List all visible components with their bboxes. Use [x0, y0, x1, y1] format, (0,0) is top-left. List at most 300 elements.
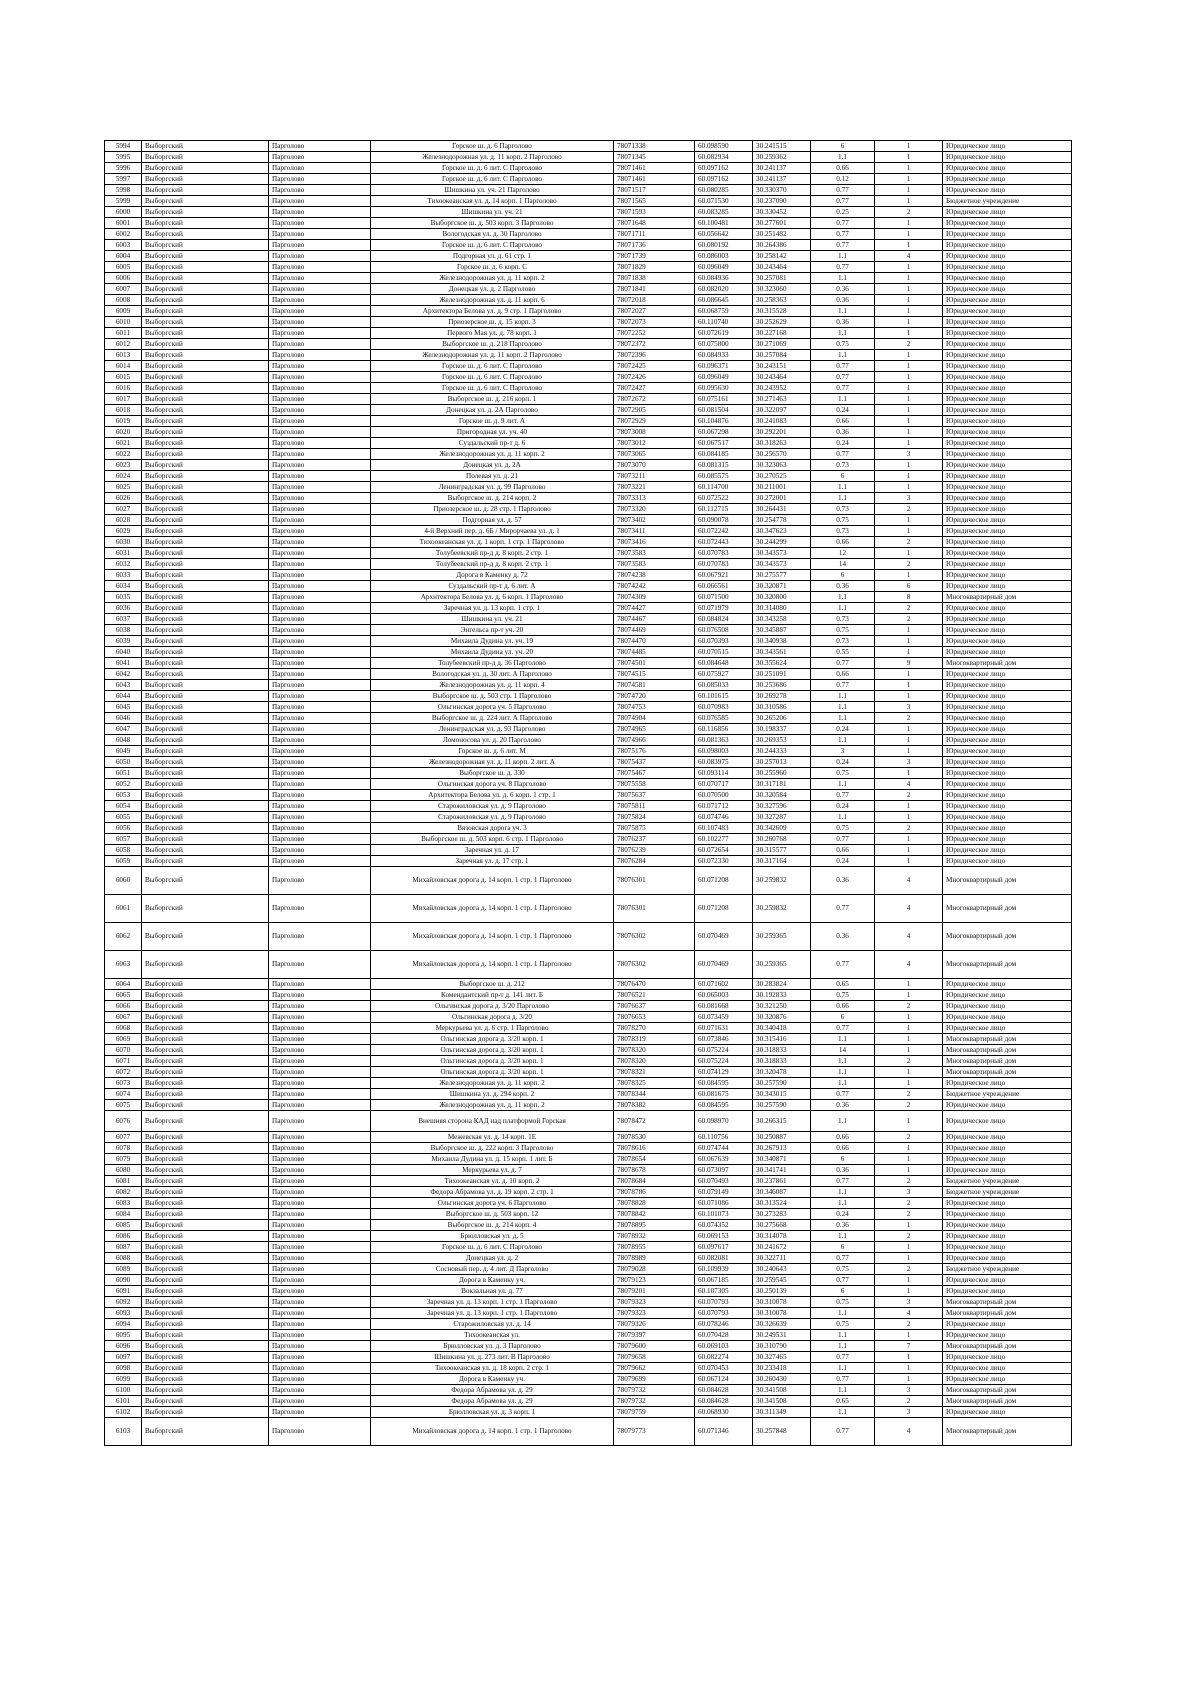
- locality-cell: Парголово: [269, 1198, 371, 1209]
- locality-cell: Парголово: [269, 746, 371, 757]
- longitude-cell: 30.322711: [753, 1253, 811, 1264]
- district-cell: Выборгский: [142, 1001, 269, 1012]
- capacity-cell: 1.1: [811, 306, 875, 317]
- data-table: [104, 140, 1072, 1446]
- longitude-cell: 30.345887: [753, 625, 811, 636]
- address-cell: Выборгское ш. д. 503 стр. 1 Парголово: [371, 691, 614, 702]
- capacity-cell: 0.66: [811, 1143, 875, 1154]
- longitude-cell: 30.240643: [753, 1264, 811, 1275]
- capacity-cell: 0.77: [811, 790, 875, 801]
- district-cell: Выборгский: [142, 1275, 269, 1286]
- owner-type-cell: Юридическое лицо: [943, 768, 1072, 779]
- table-row: [105, 625, 1072, 636]
- longitude-cell: 30.320800: [753, 592, 811, 603]
- row-number-cell: 6007: [105, 284, 142, 295]
- district-cell: Выборгский: [142, 317, 269, 328]
- table-row: [105, 1132, 1072, 1143]
- table-row: [105, 1374, 1072, 1385]
- latitude-cell: 60.081363: [695, 735, 753, 746]
- district-cell: Выборгский: [142, 768, 269, 779]
- count-cell: 2: [875, 559, 943, 570]
- table-row: [105, 196, 1072, 207]
- locality-cell: Парголово: [269, 350, 371, 361]
- locality-cell: Парголово: [269, 1385, 371, 1396]
- address-cell: Меркурьева ул. д. 6 стр. 1 Парголово: [371, 1023, 614, 1034]
- object-id-cell: 78078616: [614, 1143, 695, 1154]
- table-row: [105, 1143, 1072, 1154]
- latitude-cell: 60.084595: [695, 1100, 753, 1111]
- locality-cell: Парголово: [269, 438, 371, 449]
- count-cell: 3: [875, 1385, 943, 1396]
- table-row: [105, 317, 1072, 328]
- object-id-cell: 78074309: [614, 592, 695, 603]
- count-cell: 1: [875, 1363, 943, 1374]
- row-number-cell: 6011: [105, 328, 142, 339]
- district-cell: Выборгский: [142, 691, 269, 702]
- district-cell: Выборгский: [142, 394, 269, 405]
- owner-type-cell: Юридическое лицо: [943, 1012, 1072, 1023]
- object-id-cell: 78071829: [614, 262, 695, 273]
- address-cell: Ломоносова ул. д. 20 Парголово: [371, 735, 614, 746]
- count-cell: 1: [875, 438, 943, 449]
- latitude-cell: 60.084824: [695, 614, 753, 625]
- owner-type-cell: Многоквартирный дом: [943, 1341, 1072, 1352]
- object-id-cell: 78071461: [614, 163, 695, 174]
- object-id-cell: 78074501: [614, 658, 695, 669]
- latitude-cell: 60.072242: [695, 526, 753, 537]
- longitude-cell: 30.310790: [753, 1341, 811, 1352]
- row-number-cell: 6027: [105, 504, 142, 515]
- locality-cell: Парголово: [269, 1330, 371, 1341]
- count-cell: 1: [875, 273, 943, 284]
- row-number-cell: 6004: [105, 251, 142, 262]
- owner-type-cell: Многоквартирный дом: [943, 1056, 1072, 1067]
- owner-type-cell: Юридическое лицо: [943, 559, 1072, 570]
- latitude-cell: 60.090078: [695, 515, 753, 526]
- row-number-cell: 6098: [105, 1363, 142, 1374]
- capacity-cell: 1.1: [811, 603, 875, 614]
- owner-type-cell: Юридическое лицо: [943, 680, 1072, 691]
- count-cell: 6: [875, 581, 943, 592]
- longitude-cell: 30.322097: [753, 405, 811, 416]
- address-cell: Горское ш. д. 9 лит. А: [371, 416, 614, 427]
- locality-cell: Парголово: [269, 1341, 371, 1352]
- owner-type-cell: Юридическое лицо: [943, 163, 1072, 174]
- owner-type-cell: Юридическое лицо: [943, 702, 1072, 713]
- district-cell: Выборгский: [142, 895, 269, 923]
- district-cell: Выборгский: [142, 790, 269, 801]
- latitude-cell: 60.070983: [695, 702, 753, 713]
- object-id-cell: 78074965: [614, 724, 695, 735]
- locality-cell: Парголово: [269, 273, 371, 284]
- latitude-cell: 60.082081: [695, 1253, 753, 1264]
- capacity-cell: 0.77: [811, 951, 875, 979]
- table-row: [105, 1220, 1072, 1231]
- count-cell: 1: [875, 812, 943, 823]
- locality-cell: Парголово: [269, 1154, 371, 1165]
- owner-type-cell: Юридическое лицо: [943, 1001, 1072, 1012]
- address-cell: Горское ш. д. 6 лит. С Парголово: [371, 1242, 614, 1253]
- locality-cell: Парголово: [269, 471, 371, 482]
- address-cell: Старожиловская ул. д. 9 Парголово: [371, 801, 614, 812]
- owner-type-cell: Юридическое лицо: [943, 1275, 1072, 1286]
- address-cell: Федора Абрамова ул. д. 29: [371, 1396, 614, 1407]
- object-id-cell: 78079658: [614, 1352, 695, 1363]
- locality-cell: Парголово: [269, 152, 371, 163]
- table-row: [105, 493, 1072, 504]
- address-cell: Железнодорожная ул. д. 11 корп. 2: [371, 273, 614, 284]
- latitude-cell: 60.082934: [695, 152, 753, 163]
- table-row: [105, 1385, 1072, 1396]
- district-cell: Выборгский: [142, 979, 269, 990]
- address-cell: Выборгское ш. д. 503 корп. 3 Парголово: [371, 218, 614, 229]
- table-row: [105, 746, 1072, 757]
- locality-cell: Парголово: [269, 185, 371, 196]
- count-cell: 1: [875, 1012, 943, 1023]
- owner-type-cell: Юридическое лицо: [943, 1143, 1072, 1154]
- longitude-cell: 30.233418: [753, 1363, 811, 1374]
- latitude-cell: 60.070493: [695, 1176, 753, 1187]
- district-cell: Выборгский: [142, 625, 269, 636]
- capacity-cell: 14: [811, 559, 875, 570]
- table-row: [105, 658, 1072, 669]
- table-row: [105, 185, 1072, 196]
- row-number-cell: 6067: [105, 1012, 142, 1023]
- latitude-cell: 60.101073: [695, 1209, 753, 1220]
- table-row: [105, 680, 1072, 691]
- row-number-cell: 5996: [105, 163, 142, 174]
- latitude-cell: 60.084628: [695, 1385, 753, 1396]
- count-cell: 1: [875, 295, 943, 306]
- address-cell: Ольгинская дорога д. 3/20 корп. 1: [371, 1067, 614, 1078]
- district-cell: Выборгский: [142, 1012, 269, 1023]
- capacity-cell: 0.24: [811, 405, 875, 416]
- district-cell: Выборгский: [142, 1154, 269, 1165]
- latitude-cell: 60.074744: [695, 1143, 753, 1154]
- capacity-cell: 0.77: [811, 1374, 875, 1385]
- address-cell: Ольгинская дорога д. 3/20 корп. 1: [371, 1056, 614, 1067]
- capacity-cell: 0.73: [811, 460, 875, 471]
- table-row: [105, 1308, 1072, 1319]
- table-row: [105, 1100, 1072, 1111]
- object-id-cell: 78079600: [614, 1341, 695, 1352]
- row-number-cell: 6061: [105, 895, 142, 923]
- object-id-cell: 78076302: [614, 923, 695, 951]
- count-cell: 1: [875, 163, 943, 174]
- count-cell: 1: [875, 141, 943, 152]
- latitude-cell: 60.084933: [695, 350, 753, 361]
- latitude-cell: 60.072619: [695, 328, 753, 339]
- locality-cell: Парголово: [269, 515, 371, 526]
- object-id-cell: 78073402: [614, 515, 695, 526]
- latitude-cell: 60.114700: [695, 482, 753, 493]
- locality-cell: Парголово: [269, 537, 371, 548]
- district-cell: Выборгский: [142, 218, 269, 229]
- address-cell: Меркурьева ул. д. 7: [371, 1165, 614, 1176]
- address-cell: Тихоокеанская ул. д. 1 корп. 1 стр. 1 Парголово: [371, 537, 614, 548]
- locality-cell: Парголово: [269, 951, 371, 979]
- locality-cell: Парголово: [269, 1143, 371, 1154]
- locality-cell: Парголово: [269, 339, 371, 350]
- district-cell: Выборгский: [142, 1319, 269, 1330]
- district-cell: Выборгский: [142, 779, 269, 790]
- capacity-cell: 1.1: [811, 713, 875, 724]
- latitude-cell: 60.100481: [695, 218, 753, 229]
- count-cell: 1: [875, 1045, 943, 1056]
- district-cell: Выборгский: [142, 163, 269, 174]
- longitude-cell: 30.355624: [753, 658, 811, 669]
- locality-cell: Парголово: [269, 779, 371, 790]
- district-cell: Выборгский: [142, 471, 269, 482]
- longitude-cell: 30.317181: [753, 779, 811, 790]
- owner-type-cell: Юридическое лицо: [943, 1374, 1072, 1385]
- capacity-cell: 0.36: [811, 867, 875, 895]
- latitude-cell: 60.071530: [695, 196, 753, 207]
- count-cell: 4: [875, 951, 943, 979]
- latitude-cell: 60.067298: [695, 427, 753, 438]
- capacity-cell: 0.77: [811, 372, 875, 383]
- longitude-cell: 30.265206: [753, 713, 811, 724]
- row-number-cell: 6063: [105, 951, 142, 979]
- district-cell: Выборгский: [142, 1067, 269, 1078]
- capacity-cell: 1.1: [811, 812, 875, 823]
- owner-type-cell: Многоквартирный дом: [943, 1045, 1072, 1056]
- owner-type-cell: Юридическое лицо: [943, 471, 1072, 482]
- longitude-cell: 30.254778: [753, 515, 811, 526]
- count-cell: 4: [875, 251, 943, 262]
- owner-type-cell: Бюджетное учреждение: [943, 196, 1072, 207]
- capacity-cell: 0.77: [811, 895, 875, 923]
- address-cell: Ольгинская дорога уч. 5 Парголово: [371, 702, 614, 713]
- latitude-cell: 60.070393: [695, 636, 753, 647]
- district-cell: Выборгский: [142, 1089, 269, 1100]
- table-row: [105, 240, 1072, 251]
- table-row: [105, 1264, 1072, 1275]
- count-cell: 2: [875, 1264, 943, 1275]
- row-number-cell: 6070: [105, 1045, 142, 1056]
- locality-cell: Парголово: [269, 394, 371, 405]
- address-cell: Выборгское ш. д. 503 корп. 12: [371, 1209, 614, 1220]
- locality-cell: Парголово: [269, 895, 371, 923]
- longitude-cell: 30.272001: [753, 493, 811, 504]
- district-cell: Выборгский: [142, 1308, 269, 1319]
- table-row: [105, 757, 1072, 768]
- table-row: [105, 328, 1072, 339]
- count-cell: 1: [875, 460, 943, 471]
- row-number-cell: 6052: [105, 779, 142, 790]
- longitude-cell: 30.321250: [753, 1001, 811, 1012]
- district-cell: Выборгский: [142, 1297, 269, 1308]
- count-cell: 1: [875, 834, 943, 845]
- longitude-cell: 30.251091: [753, 669, 811, 680]
- district-cell: Выборгский: [142, 526, 269, 537]
- table-row: [105, 1034, 1072, 1045]
- object-id-cell: 78073065: [614, 449, 695, 460]
- address-cell: Железнодорожная ул. д. 11 корп. 4: [371, 680, 614, 691]
- locality-cell: Парголово: [269, 834, 371, 845]
- longitude-cell: 30.241515: [753, 141, 811, 152]
- owner-type-cell: Юридическое лицо: [943, 361, 1072, 372]
- count-cell: 2: [875, 1100, 943, 1111]
- district-cell: Выборгский: [142, 1418, 269, 1446]
- count-cell: 1: [875, 625, 943, 636]
- capacity-cell: 1.1: [811, 702, 875, 713]
- table-row: [105, 570, 1072, 581]
- owner-type-cell: Юридическое лицо: [943, 1253, 1072, 1264]
- table-row: [105, 460, 1072, 471]
- latitude-cell: 60.074746: [695, 812, 753, 823]
- row-number-cell: 6087: [105, 1242, 142, 1253]
- table-row: [105, 526, 1072, 537]
- count-cell: 1: [875, 317, 943, 328]
- owner-type-cell: Юридическое лицо: [943, 1242, 1072, 1253]
- latitude-cell: 60.067921: [695, 570, 753, 581]
- table-row: [105, 951, 1072, 979]
- capacity-cell: 0.77: [811, 229, 875, 240]
- latitude-cell: 60.072654: [695, 845, 753, 856]
- owner-type-cell: Юридическое лицо: [943, 383, 1072, 394]
- capacity-cell: 0.66: [811, 845, 875, 856]
- address-cell: Железнодорожная ул. д. 11 корп. 6: [371, 295, 614, 306]
- capacity-cell: 0.12: [811, 174, 875, 185]
- table-row: [105, 1363, 1072, 1374]
- count-cell: 2: [875, 1056, 943, 1067]
- district-cell: Выборгский: [142, 1132, 269, 1143]
- owner-type-cell: Многоквартирный дом: [943, 951, 1072, 979]
- longitude-cell: 30.243151: [753, 361, 811, 372]
- table-row: [105, 735, 1072, 746]
- address-cell: Ольгинская дорога д. 3/20 корп. 1: [371, 1045, 614, 1056]
- locality-cell: Парголово: [269, 240, 371, 251]
- longitude-cell: 30.320478: [753, 1067, 811, 1078]
- count-cell: 1: [875, 526, 943, 537]
- row-number-cell: 6077: [105, 1132, 142, 1143]
- table-row: [105, 867, 1072, 895]
- longitude-cell: 30.327465: [753, 1352, 811, 1363]
- district-cell: Выборгский: [142, 713, 269, 724]
- latitude-cell: 60.085033: [695, 680, 753, 691]
- row-number-cell: 6059: [105, 856, 142, 867]
- object-id-cell: 78076637: [614, 1001, 695, 1012]
- district-cell: Выборгский: [142, 493, 269, 504]
- count-cell: 1: [875, 196, 943, 207]
- object-id-cell: 78071338: [614, 141, 695, 152]
- address-cell: Подгорная ул. д. 61 стр. 1: [371, 251, 614, 262]
- object-id-cell: 78076237: [614, 834, 695, 845]
- longitude-cell: 30.257590: [753, 1100, 811, 1111]
- owner-type-cell: Юридическое лицо: [943, 625, 1072, 636]
- district-cell: Выборгский: [142, 746, 269, 757]
- table-row: [105, 1286, 1072, 1297]
- table-row: [105, 438, 1072, 449]
- row-number-cell: 6081: [105, 1176, 142, 1187]
- locality-cell: Парголово: [269, 372, 371, 383]
- owner-type-cell: Юридическое лицо: [943, 152, 1072, 163]
- district-cell: Выборгский: [142, 702, 269, 713]
- capacity-cell: 0.77: [811, 834, 875, 845]
- address-cell: Заречная ул. д. 13 корп. 1 стр. 1 Парголово: [371, 1297, 614, 1308]
- owner-type-cell: Бюджетное учреждение: [943, 1187, 1072, 1198]
- object-id-cell: 78075437: [614, 757, 695, 768]
- table-row: [105, 515, 1072, 526]
- table-row: [105, 1111, 1072, 1132]
- count-cell: 1: [875, 482, 943, 493]
- owner-type-cell: Юридическое лицо: [943, 306, 1072, 317]
- longitude-cell: 30.260430: [753, 1374, 811, 1385]
- latitude-cell: 60.082020: [695, 284, 753, 295]
- owner-type-cell: Юридическое лицо: [943, 1132, 1072, 1143]
- object-id-cell: 78071517: [614, 185, 695, 196]
- address-cell: Михаила Дудина ул. д. 15 корп. 1 лит. Б: [371, 1154, 614, 1165]
- count-cell: 1: [875, 570, 943, 581]
- capacity-cell: 1.1: [811, 1308, 875, 1319]
- object-id-cell: 78078955: [614, 1242, 695, 1253]
- owner-type-cell: Юридическое лицо: [943, 1023, 1072, 1034]
- row-number-cell: 6078: [105, 1143, 142, 1154]
- row-number-cell: 6103: [105, 1418, 142, 1446]
- table-row: [105, 350, 1072, 361]
- address-cell: Комендантский пр-т д. 141 лит. Б: [371, 990, 614, 1001]
- count-cell: 3: [875, 1297, 943, 1308]
- row-number-cell: 6096: [105, 1341, 142, 1352]
- count-cell: 1: [875, 669, 943, 680]
- count-cell: 1: [875, 746, 943, 757]
- capacity-cell: 0.75: [811, 625, 875, 636]
- owner-type-cell: Юридическое лицо: [943, 779, 1072, 790]
- capacity-cell: 1.1: [811, 251, 875, 262]
- object-id-cell: 78071648: [614, 218, 695, 229]
- capacity-cell: 0.77: [811, 240, 875, 251]
- row-number-cell: 6040: [105, 647, 142, 658]
- table-row: [105, 427, 1072, 438]
- row-number-cell: 6014: [105, 361, 142, 372]
- longitude-cell: 30.244333: [753, 746, 811, 757]
- object-id-cell: 78078320: [614, 1056, 695, 1067]
- row-number-cell: 6042: [105, 669, 142, 680]
- capacity-cell: 1.1: [811, 1056, 875, 1067]
- count-cell: 3: [875, 702, 943, 713]
- owner-type-cell: Юридическое лицо: [943, 581, 1072, 592]
- capacity-cell: 0.25: [811, 207, 875, 218]
- address-cell: Межевская ул. д. 14 корп. 1Е: [371, 1132, 614, 1143]
- row-number-cell: 6016: [105, 383, 142, 394]
- address-cell: Выборгское ш. д. 224 лит. А Парголово: [371, 713, 614, 724]
- object-id-cell: 78076521: [614, 990, 695, 1001]
- latitude-cell: 60.068759: [695, 306, 753, 317]
- longitude-cell: 30.343015: [753, 1089, 811, 1100]
- row-number-cell: 6090: [105, 1275, 142, 1286]
- address-cell: Старожиловская ул. д. 14: [371, 1319, 614, 1330]
- locality-cell: Парголово: [269, 1111, 371, 1132]
- latitude-cell: 60.082274: [695, 1352, 753, 1363]
- object-id-cell: 78073583: [614, 559, 695, 570]
- table-row: [105, 1418, 1072, 1446]
- district-cell: Выборгский: [142, 735, 269, 746]
- locality-cell: Парголово: [269, 658, 371, 669]
- address-cell: Шишкина ул. уч. 21: [371, 614, 614, 625]
- address-cell: Железнодорожная ул. д. 11 корп. 2: [371, 1078, 614, 1089]
- capacity-cell: 0.77: [811, 1418, 875, 1446]
- count-cell: 1: [875, 328, 943, 339]
- capacity-cell: 6: [811, 1286, 875, 1297]
- address-cell: Первого Мая ул. д. 78 корп. 1: [371, 328, 614, 339]
- object-id-cell: 78071593: [614, 207, 695, 218]
- object-id-cell: 78075824: [614, 812, 695, 823]
- address-cell: Федора Абрамова ул. д. 29: [371, 1385, 614, 1396]
- table-row: [105, 1154, 1072, 1165]
- address-cell: Донецкая ул. д. 2А: [371, 460, 614, 471]
- table-row: [105, 1209, 1072, 1220]
